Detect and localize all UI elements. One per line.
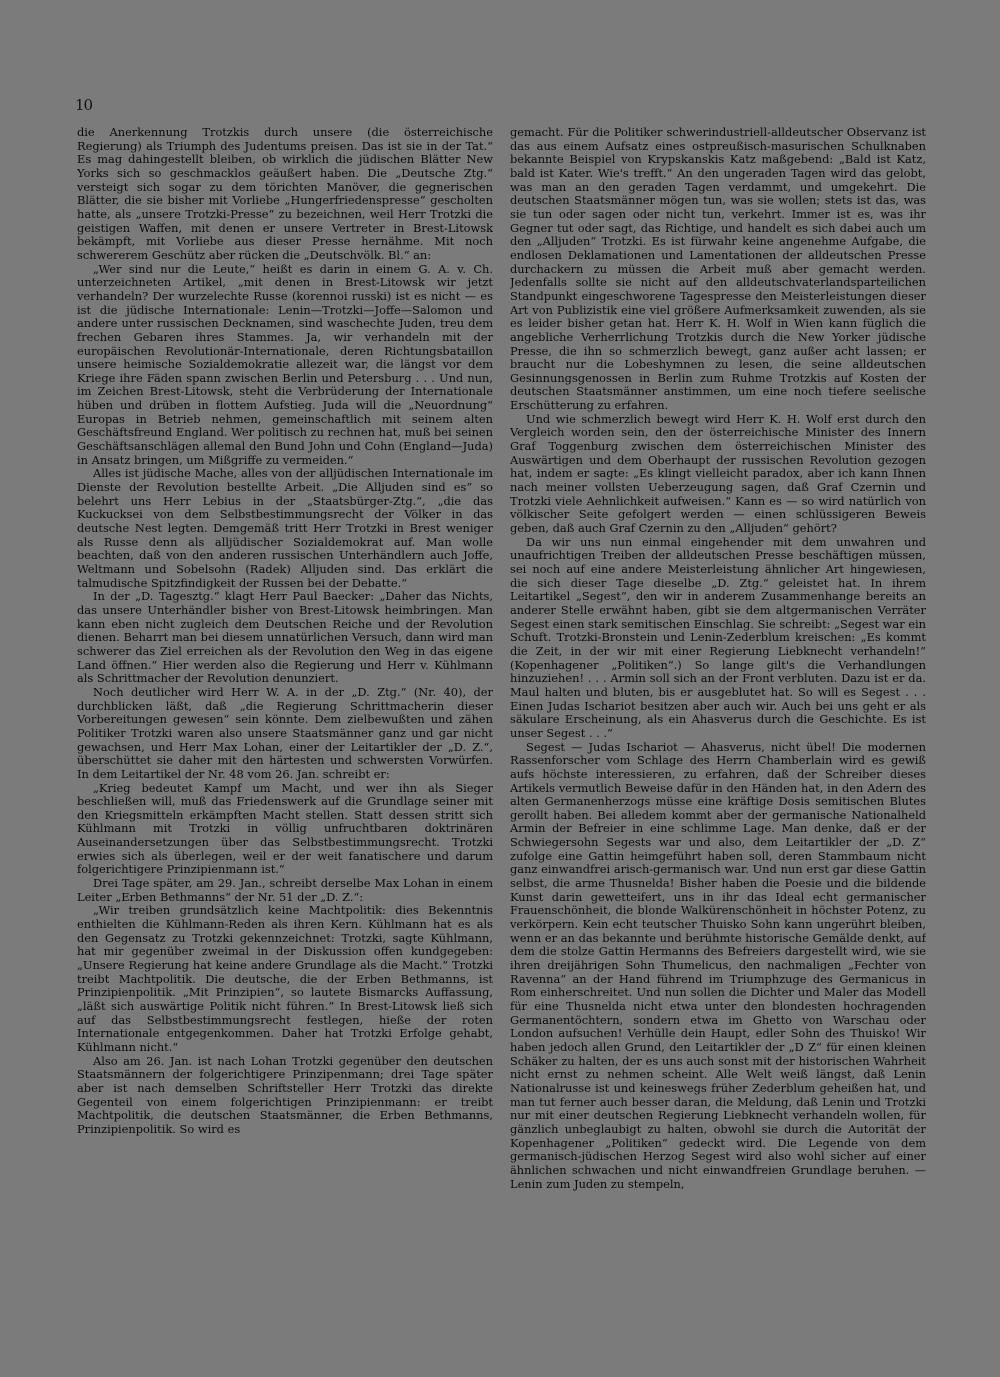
paragraph: „Wir treiben grundsätzlich keine Machtpolitik: dies Bekenntnis enthielten die Kühlmann-Reden als ihren Kern. Kühlmann hat es als den Gegensatz zu Trotzki gekennzeichnet: Trotzki, sagte Kühlmann, hat mir gegenüber zweimal in der Diskussion offen kundgegeben: „Unsere Regierung hat keine andere Grundlage als die Macht.“ Trotzki treibt Machtpolitik. Die deutsche, die der Erben Bethmanns, ist Prinzipienpolitik. „Mit Prinzipien“, so lautete Bismarcks Auffassung, „läßt sich auswärtige Politik nicht führen.“ In Brest-Litowsk ließ sich auf das Selbstbestimmungsrecht festlegen, hieße der roten Internationale entgegenkommen. Daher hat Trotzki Erfolge gehabt, Kühlmann nicht.“ [77,903,493,1054]
paragraph: Drei Tage später, am 29. Jan., schreibt derselbe Max Lohan in einem Leiter „Erben Bethmanns“ der Nr. 51 der „D. Z.“: [77,876,493,904]
paragraph: Da wir uns nun einmal eingehender mit dem unwahren und unaufrichtigen Treiben der alldeutschen Presse beschäftigen müssen, sei noch auf eine andere Meisterleistung ähnlicher Art hingewiesen, die sich dieser Tage dieselbe „D. Ztg.“ geleistet hat. In ihrem Leitartikel „Segest“, den wir in anderem Zusammenhange bereits an anderer Stelle erwähnt haben, gibt sie dem altgermanischen Verräter Segest einen stark semitischen Einschlag. Sie schreibt: „Segest war ein Schuft. Trotzki-Bronstein und Lenin-Zederblum kreischen: „Es kommt die Zeit, in der wir mit einer Regierung Liebknecht verhandeln!“ (Kopenhagener „Politiken“.) So lange gilt's die Verhandlungen hinzuziehen! . . . Armin soll sich an der Front verbluten. Dazu ist er da. Maul halten und bluten, bis er ausgeblutet hat. So will es Segest . . . Einen Judas Ischariot besitzen aber auch wir. Auch bei uns geht er als säkulare Erscheinung, als ein Ahasverus durch die Geschichte. Es ist unser Segest . . .“ [510,534,926,740]
paragraph: Und wie schmerzlich bewegt wird Herr K. H. Wolf erst durch den Vergleich worden sein, den der österreichische Minister des Innern Graf Toggenburg zwischen dem österreichischen Minister des Auswärtigen und dem Oberhaupt der russischen Revolution gezogen hat, indem er sagte: „Es klingt vielleicht paradox, aber ich kann Ihnen nach meiner vollsten Ueberzeugung sagen, daß Graf Czernin und Trotzki viele Aehnlichkeit aufweisen.“ Kann es — so wird natürlich von völkischer Seite gefolgert werden — einen schlüssigeren Beweis geben, daß auch Graf Czernin zu den „Alljuden“ gehört? [510,411,926,536]
paragraph: Segest — Judas Ischariot — Ahasverus, nicht übel! Die modernen Rassenforscher vom Schlage des Herrn Chamberlain wird es gewiß aufs höchste interessieren, zu erfahren, daß der Schreiber dieses Artikels vermutlich Beweise dafür in den Händen hat, in den Adern des alten Germanenherzogs müsse eine kräftige Dosis semitischen Blutes gerollt haben. Bei alledem kommt aber der germanische Nationalheld Armin der Befreier in eine schlimme Lage. Man denke, daß er der Schwiegersohn Segests war und also, dem Leitartikler der „D. Z“ zufolge eine Gattin heimgeführt haben soll, deren Stammbaum nicht ganz einwandfrei arisch-germanisch war. Und nun erst gar diese Gattin selbst, die arme Thusnelda! Bisher haben die Poesie und die bildende Kunst darin gewetteifert, uns in ihr das Ideal echt germanischer Frauenschönheit, die blonde Walkürenschönheit in höchster Potenz, zu verkörpern. Kein echt teutscher Thuisko Sohn kann ungerührt bleiben, wenn er an das bekannte und berühmte historische Gemälde denkt, auf dem die stolze Gattin Hermanns des Befreiers dargestellt wird, wie sie ihren dreijährigen Sohn Thumelicus, den nachmaligen „Fechter von Ravenna“ an der Hand führend im Triumphzuge des Germanicus in Rom einherschreitet. Und nun sollen die Dichter und Maler das Modell für eine Thusnelda nicht etwa unter den blondesten hochragenden Germanentöchtern, sondern etwa im Ghetto von Warschau oder London aufsuchen! Verhülle dein Haupt, edler Sohn des Thuisko! Wir haben jedoch allen Grund, den Leitartikler der „D Z“ für einen kleinen Schäker zu halten, der es uns auch sonst mit der historischen Wahrheit nicht ernst zu nehmen scheint. Alle Welt weiß längst, daß Lenin Nationalrusse ist und keineswegs früher Zederblum geheißen hat, und man tut ferner auch besser daran, die Meldung, daß Lenin und Trotzki nur mit einer deutschen Regierung Liebknecht verhandeln wollen, für gänzlich unbeglaubigt zu halten, obwohl sie durch die Autorität der Kopenhagener „Politiken“ gedeckt wird. Die Legende von dem germanisch-jüdischen Herzog Segest wird also wohl sicher auf einer ähnlichen schwachen und nicht einwandfreien Grundlage beruhen. — Lenin zum Juden zu stempeln, [510,739,926,1191]
page-number: 10 [75,96,93,114]
paragraph: „Wer sind nur die Leute,“ heißt es darin in einem G. A. v. Ch. unterzeichneten Artikel, „mit denen in Brest-Litowsk wir jetzt verhandeln? Der wurzelechte Russe (korennoi russki) ist es nicht — es ist die jüdische Internationale: Lenin—Trotzki—Joffe—Salomon und andere unter russischen Decknamen, sind waschechte Juden, treu dem frechen Gebaren ihres Stammes. Ja, wir verhandeln mit der europäischen Revolutionär-Internationale, deren Richtungsbataillon unsere heimische Sozialdemokratie allezeit war, die längst vor dem Kriege ihre Fäden spann zwischen Berlin und Petersburg . . . Und nun, im Zeichen Brest-Litowsk, steht die Verbrüderung der Internationale hüben und drüben in flottem Aufstieg. Juda will die „Neuordnung“ Europas in Betrieb nehmen, gemeinschaftlich mit seinem alten Geschäftsfreund England. Wer politisch zu rechnen hat, muß bei seinen Geschäftsanschlägen allemal den Bund John und Cohn (England—Juda) in Ansatz bringen, um Mißgriffe zu vermeiden.“ [77,261,493,467]
paragraph: „Krieg bedeutet Kampf um Macht, und wer ihn als Sieger beschließen will, muß das Friedenswerk auf die Grundlage seiner mit den Kriegsmitteln erkämpften Macht stellen. Statt dessen stritt sich Kühlmann mit Trotzki in völlig unfruchtbaren doktrinären Auseinandersetzungen über das Selbstbestimmungsrecht. Trotzki erwies sich als überlegen, weil er der weit fanatischere und darum folgerichtigere Prinzipienmann ist.“ [77,780,493,877]
left-text-column [77,126,493,1306]
right-text-column [510,126,926,1306]
paragraph: gemacht. Für die Politiker schwerindustriell-alldeutscher Observanz ist das aus einem Aufsatz eines ostpreußisch-masurischen Schulknaben bekannte Beispiel von Krypskanskis Katz maßgebend: „Bald ist Katz, bald ist Kater. Wie's trefft.“ An den ungeraden Tagen wird das gelobt, was man an den geraden Tagen verdammt, und umgekehrt. Die deutschen Staatsmänner mögen tun, was sie wollen; stets ist das, was sie tun oder sagen oder nicht tun, verkehrt. Immer ist es, was ihr Gegner tut oder sagt, das Richtige, und handelt es sich dabei auch um den „Alljuden“ Trotzki. Es ist fürwahr keine angenehme Aufgabe, die endlosen Deklamationen und Lamentationen der alldeutschen Presse durchackern zu müssen die Arbeit muß aber gemacht werden. Jedenfalls sollte sie nicht auf den alldeutschvaterlandsparteilichen Standpunkt eingeschworene Tagespresse den Meisterleistungen dieser Art von Publizistik eine viel größere Aufmerksamkeit zuwenden, als sie es leider bisher getan hat. Herr K. H. Wolf in Wien kann füglich die angebliche Verherrlichung Trotzkis durch die New Yorker jüdische Presse, die ihn so schmerzlich bewegt, ganz außer acht lassen; er braucht nur die Lobeshymnen zu lesen, die seine alldeutschen Gesinnungsgenossen in Berlin zum Ruhme Trotzkis auf Kosten der deutschen Staatsmänner anstimmen, um eine noch tiefere seelische Erschütterung zu erfahren. [510,126,926,413]
paragraph: Also am 26. Jan. ist nach Lohan Trotzki gegenüber den deutschen Staatsmännern der folgerichtigere Prinzipenmann; drei Tage später aber ist nach demselben Schriftsteller Herr Trotzki das direkte Gegenteil von einem folgerichtigen Prinzipienmann: er treibt Machtpolitik, die deutschen Staatsmänner, die Erben Bethmanns, Prinzipienpolitik. So wird es [77,1053,493,1136]
paragraph: Alles ist jüdische Mache, alles von der alljüdischen Internationale im Dienste der Revolution bestellte Arbeit. „Die Alljuden sind es“ so belehrt uns Herr Lebius in der „Staatsbürger-Ztg.“, „die das Kuckucksei von dem Selbstbestimmungsrecht der Völker in das deutsche Nest legten. Demgemäß tritt Herr Trotzki in Brest weniger als Russe denn als alljüdischer Sozialdemokrat auf. Man wolle beachten, daß von den anderen russischen Unterhändlern auch Joffe, Weltmann und Sobelsohn (Radek) Alljuden sind. Das erklärt die talmudische Spitzfindigkeit der Russen bei der Debatte.“ [77,466,493,590]
paragraph: Noch deutlicher wird Herr W. A. in der „D. Ztg.“ (Nr. 40), der durchblicken läßt, daß „die Regierung Schrittmacherin dieser Vorbereitungen gewesen“ sein könnte. Dem zielbewußten und zähen Politiker Trotzki waren also unsere Staatsmänner ganz und gar nicht gewachsen, und Herr Max Lohan, einer der Leitartikler der „D. Z.“, überschüttet sie daher mit den härtesten und schwersten Vorwürfen. In dem Leitartikel der Nr. 48 vom 26. Jan. schreibt er: [77,684,493,781]
paragraph: die Anerkennung Trotzkis durch unsere (die österreichische Regierung) als Triumph des Judentums preisen. Das ist sie in der Tat.“ Es mag dahingestellt bleiben, ob wirklich die jüdischen Blätter New Yorks sich so geschmacklos geäußert haben. Die „Deutsche Ztg.“ versteigt sich sogar zu dem törichten Manöver, die gegnerischen Blätter, die sie bisher mit Vorliebe „Hungerfriedenspresse“ gescholten hatte, als „unsere Trotzki-Presse“ zu bezeichnen, weil Herr Trotzki die geistigen Waffen, mit denen er unsere Vertreter in Brest-Litowsk bekämpft, mit Vorliebe aus dieser Presse hernähme. Mit noch schwererem Geschütz aber rücken die „Deutschvölk. Bl.“ an: [77,126,493,262]
paragraph: In der „D. Tagesztg.“ klagt Herr Paul Baecker: „Daher das Nichts, das unsere Unterhändler bisher von Brest-Litowsk heimbringen. Man kann eben nicht zugleich dem Deutschen Reiche und der Revolution dienen. Beharrt man bei diesem unnatürlichen Versuch, dann wird man schwerer das Ziel erreichen als der Revolution den Weg in das eigene Land öffnen.“ Hier werden also die Regierung und Herr v. Kühlmann als Schrittmacher der Revolution denunziert. [77,589,493,686]
